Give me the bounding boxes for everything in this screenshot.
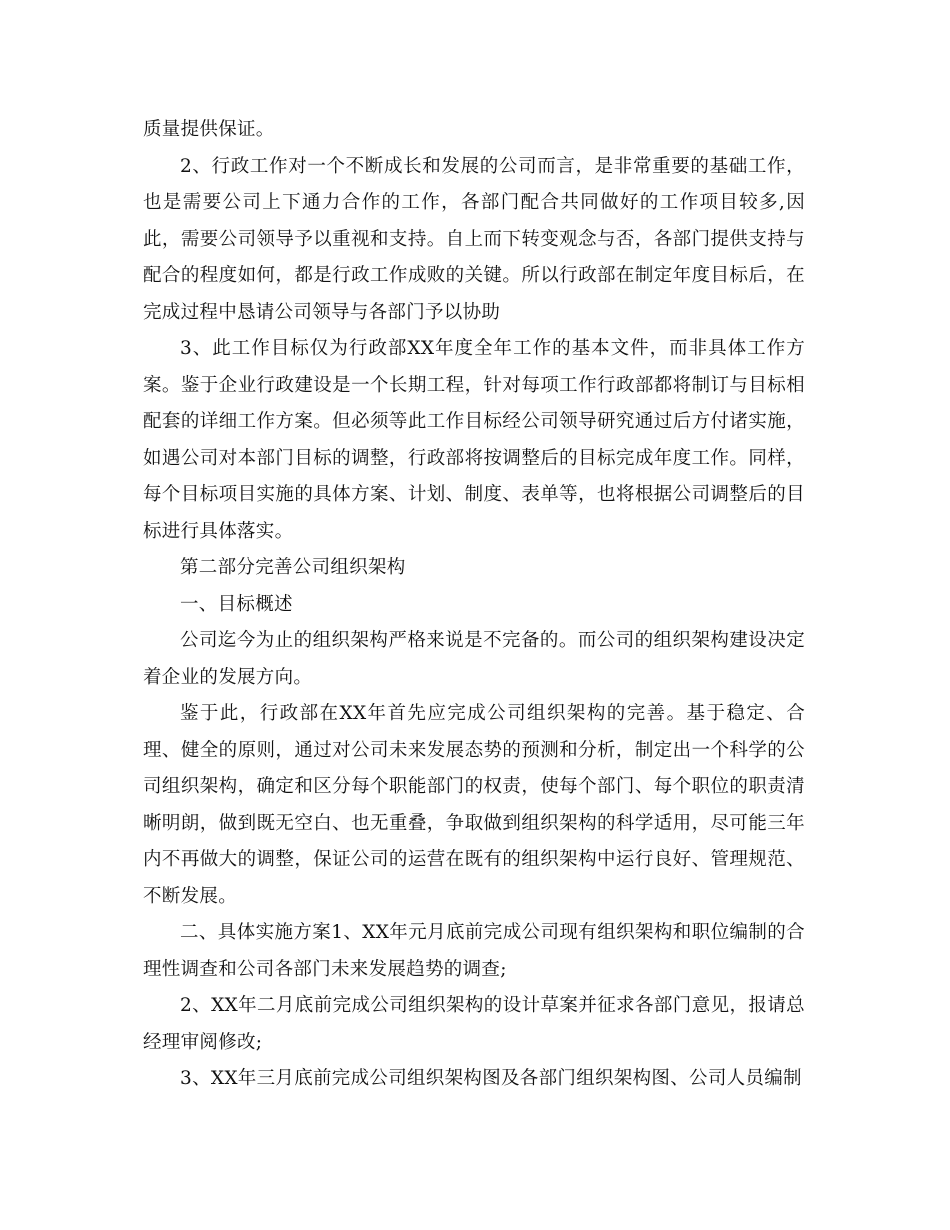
paragraph-continuation: 质量提供保证。: [143, 119, 275, 140]
paragraph-item-2: 2、行政工作对一个不断成长和发展的公司而言，是非常重要的基础工作，也是需要公司上下通力合作的工作，各部门配合共同做好的工作项目较多,因此，需要公司领导予以重视和支持。自上而下转变观念与否，各部门提供支持与配合的程度如何，都是行政工作成败的关键。所以行政部在制定年度目标后，在完成过程中恳请公司领导与各部门予以协助: [143, 155, 805, 323]
paragraph-plan-3: 3、XX年三月底前完成公司组织架构图及各部门组织架构图、公司人员编制: [180, 1068, 802, 1089]
paragraph-item-3: 3、此工作目标仅为行政部XX年度全年工作的基本文件，而非具体工作方案。鉴于企业行政建设是一个长期工程，针对每项工作行政部都将制订与目标相配套的详细工作方案。但必须等此工作目标经公司领导研究通过后方付诸实施，如遇公司对本部门目标的调整，行政部将按调整后的目标完成年度工作。同样，每个目标项目实施的具体方案、计划、制度、表单等，也将根据公司调整后的目标进行具体落实。: [143, 338, 805, 542]
paragraph-plan-1: 二、具体实施方案1、XX年元月底前完成公司现有组织架构和职位编制的合理性调查和公司各部门未来发展趋势的调查;: [143, 922, 805, 980]
paragraph-plan-2: 2、XX年二月底前完成公司组织架构的设计草案并征求各部门意见，报请总经理审阅修改;: [143, 995, 805, 1053]
section-heading: 第二部分完善公司组织架构: [180, 557, 406, 578]
paragraph-goal: 鉴于此，行政部在XX年首先应完成公司组织架构的完善。基于稳定、合理、健全的原则，通过对公司未来发展态势的预测和分析，制定出一个科学的公司组织架构，确定和区分每个职能部门的权责，使每个部门、每个职位的职责清晰明朗，做到既无空白、也无重叠，争取做到组织架构的科学适用，尽可能三年内不再做大的调整，保证公司的运营在既有的组织架构中运行良好、管理规范、不断发展。: [143, 703, 805, 907]
paragraph-overview: 公司迄今为止的组织架构严格来说是不完备的。而公司的组织架构建设决定着企业的发展方向。: [143, 630, 805, 688]
subsection-heading: 一、目标概述: [180, 593, 293, 615]
document-body: [143, 112, 805, 1098]
